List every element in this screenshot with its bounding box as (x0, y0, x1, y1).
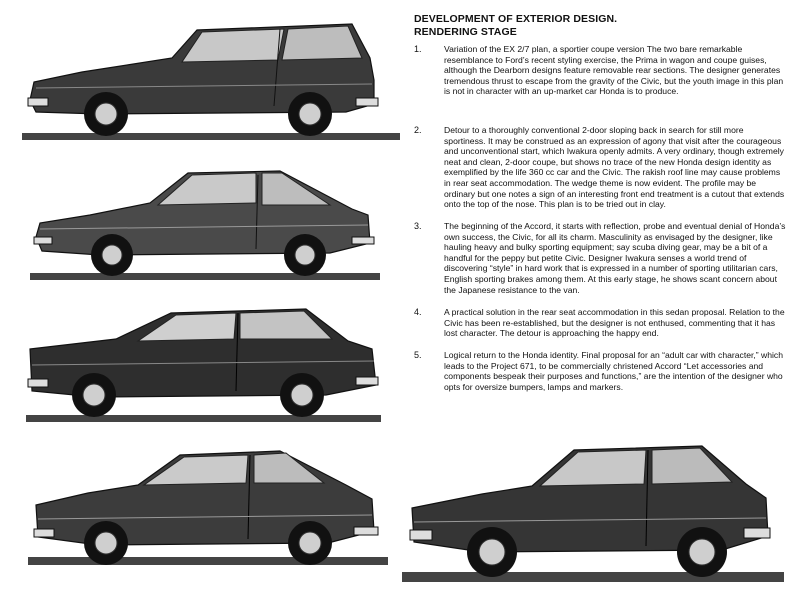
rendering-5-final-proposal (402, 432, 784, 590)
list-item (414, 221, 786, 295)
item-text: Detour to a thoroughly conventional 2-door sloping back in search for still more sportiness. It may be construed as an expression of agony that visit after the courageous and unconventional start, which Iwakura openly admits. A very ordinary, though extremely neat and clean, 2-door coupe, but shows no trace of the new Honda design identity as exemplified by the life 360 cc car and the Civic. The rakish roof line may cause problems in rear seat accommodation. The wedge theme is now evident. The profile may be ordinary but one notes a sign of an interesting front end treatment is a cutout that extends onto the top of the nose. This plan is to be tried out in clay. (444, 125, 785, 210)
heading-line-2: RENDERING STAGE (414, 26, 517, 38)
item-text: The beginning of the Accord, it starts with reflection, probe and eventual denial of Honda’s own success, the Civic, for all its charm. Masculinity as envisaged by the designer, like hauling heavy and bulky sporting equipment; say scuba diving gear, may be a bit of a handful for the peppy but petite Civic. Designer Iwakura senses a world trend of discovering “style” in hard work that is expressed in a number of sporting utilitarian cars, English sporting brakes among them. At this early stage, he shows scant concern about the Japanese resistance to the van. (444, 221, 786, 295)
rendering-1-sporty-coupe (22, 18, 400, 143)
item-text: Variation of the EX 2/7 plan, a sportier coupe version The two bare remarkable resemblance to Ford’s recent styling exercise, the Prima in wagon and coupe guises, although the Dearborn designs feature removable rear sections. The designer generates tremendous thrust to escape from the gravity of the Civic, but the youth image in this plan is not in character with an up-market car Honda is to produce. (444, 44, 784, 97)
rendering-4-three-door-hatchback (28, 447, 388, 575)
item-number: 2. (414, 125, 422, 135)
rendering-2-sloping-back-coupe (30, 165, 380, 283)
list-item (414, 307, 786, 339)
page-heading (414, 13, 784, 39)
item-number: 5. (414, 350, 422, 360)
item-number: 3. (414, 221, 422, 231)
item-number: 1. (414, 44, 422, 54)
item-number: 4. (414, 307, 422, 317)
list-item (414, 44, 786, 97)
heading-line-1: DEVELOPMENT OF EXTERIOR DESIGN. (414, 13, 618, 25)
list-item (414, 125, 786, 210)
item-text: A practical solution in the rear seat accommodation in this sedan proposal. Relation to the Civic has been re-established, but the designer is not enthused, commenting that it has lost character. The detour is approaching the happy end. (444, 307, 785, 339)
list-item (414, 350, 786, 392)
rendering-3-sedan-proposal (26, 303, 381, 425)
item-text: Logical return to the Honda identity. Final proposal for an “adult car with character,” which leads to the Project 671, to be commercially christened Accord “Let accessories and components bespeak their purposes and functions,” are the intention of the designer who opts for oversize bumpers, lamps and markers. (444, 350, 783, 392)
